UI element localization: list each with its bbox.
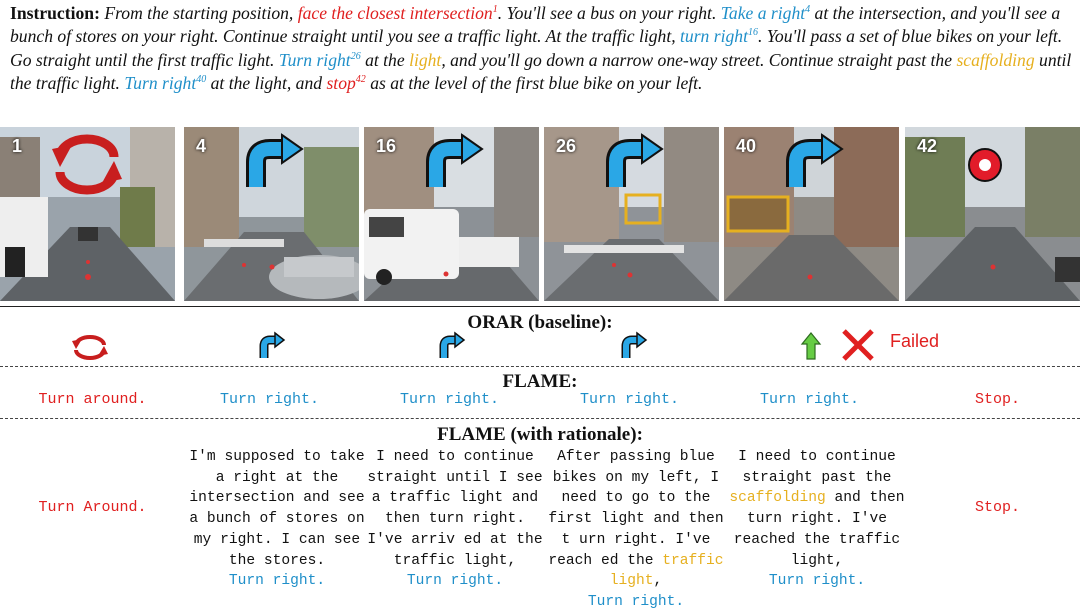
rationale-text: I need to continue straight past the — [738, 449, 896, 486]
step-superscript: 1 — [492, 4, 498, 16]
rationale-text: I need to continue straight until I see a traffic light and then turn right. I've arriv ed at the traffic light, — [367, 449, 543, 569]
instruction-segment: at the — [360, 49, 410, 70]
frame-step-label: 42 — [917, 136, 938, 156]
frame-40 — [724, 127, 899, 301]
rationale-step-4 — [188, 447, 366, 592]
frame-42 — [905, 127, 1080, 301]
section-divider — [0, 418, 1080, 419]
frame-26 — [544, 127, 719, 301]
instruction-segment: stop — [326, 73, 356, 94]
rationale-text: and then turn right. I've reached the traffic light, — [733, 490, 905, 569]
rationale-action: Turn right. — [587, 593, 685, 610]
rationale-step-16 — [366, 447, 544, 592]
rationale-action: Turn right. — [228, 573, 326, 590]
instruction-segment: scaffolding — [956, 49, 1035, 70]
frame-step-label: 16 — [376, 136, 397, 156]
rationale-step-40 — [728, 447, 906, 592]
instruction-segment: until the traffic light. — [10, 49, 1072, 94]
instruction-segment: , and you'll go down a narrow one-way street. Continue straight past the — [441, 49, 957, 70]
flame-action-5: Turn right. — [759, 391, 860, 408]
instruction-segment: Take a right — [720, 3, 806, 23]
section-divider — [0, 366, 1080, 367]
step-superscript: 42 — [355, 74, 366, 86]
frame-step-label: 1 — [12, 136, 23, 156]
flame-action-6: Stop. — [974, 391, 1020, 408]
step-superscript: 16 — [747, 27, 758, 39]
failed-label: Failed — [890, 331, 940, 351]
instruction-segment: Turn right — [124, 73, 197, 94]
section-divider — [0, 306, 1080, 307]
rationale-first-action: Turn Around. — [38, 499, 147, 516]
flame-action-3: Turn right. — [399, 391, 500, 408]
fail-x-icon — [840, 327, 876, 363]
instruction-segment: turn right — [680, 26, 748, 47]
rationale-last-action: Stop. — [974, 499, 1020, 516]
flame-action-2: Turn right. — [219, 391, 320, 408]
frame-1 — [0, 127, 175, 301]
rationale-text: scaffolding — [729, 490, 826, 507]
instruction-segment: as at the level of the first blue bike on your left. — [365, 73, 703, 94]
step-superscript: 40 — [196, 74, 207, 86]
step-superscript: 26 — [350, 50, 361, 62]
frame-4-scene — [184, 127, 359, 301]
step-superscript: 4 — [805, 4, 811, 16]
flame-rationale-title: FLAME (with rationale): — [437, 424, 643, 445]
frame-step-label: 4 — [196, 136, 207, 156]
rationale-action: Turn right. — [768, 573, 866, 590]
instruction-segment: light — [409, 49, 442, 70]
flame-action-1: Turn around. — [38, 391, 147, 408]
frame-step-label: 40 — [736, 136, 757, 156]
instruction-segment: . You'll see a bus on your right. — [497, 3, 721, 23]
instruction-body — [10, 3, 1071, 93]
frame-step-label: 26 — [556, 136, 577, 156]
rationale-text: I'm supposed to take a right at the intersection and see a bunch of stores on my right. I can see the stores. — [189, 449, 365, 569]
instruction-segment: Turn right — [278, 49, 351, 70]
rationale-step-26 — [547, 447, 725, 613]
turn-right-icon — [436, 330, 466, 360]
frame-16 — [364, 127, 539, 301]
forward-arrow-icon — [800, 331, 822, 361]
rationale-text: After passing blue bikes on my left, I need to go to the first light and then t urn right. I've reach ed the — [548, 449, 724, 569]
street-view-strip — [0, 127, 1080, 301]
frame-4 — [184, 127, 359, 301]
orar-title: ORAR (baseline): — [467, 312, 613, 333]
instruction-segment: face the closest intersection — [297, 3, 493, 23]
instruction-label: Instruction: — [10, 3, 100, 23]
flame-title: FLAME: — [502, 371, 578, 392]
rationale-text: traffic light — [609, 552, 724, 590]
turn-right-icon — [618, 330, 648, 360]
frame-1-scene — [0, 127, 175, 301]
rationale-text: , — [653, 573, 663, 590]
flame-action-4: Turn right. — [579, 391, 680, 408]
turn-right-icon — [256, 330, 286, 360]
instruction-segment: From the starting position, — [104, 3, 298, 23]
instruction-segment: at the light, and — [206, 73, 327, 94]
instruction-segment: . You'll pass a set of blue bikes on your left. Go straight until the first traffic light. — [10, 26, 1063, 70]
rationale-action: Turn right. — [406, 573, 504, 590]
turn-around-icon — [70, 333, 110, 361]
instruction-segment: at the intersection, and you'll see a bunch of stores on your right. Continue straight until you see a traffic light. At the traffic light, — [10, 3, 1061, 47]
instruction-text — [10, 2, 1072, 96]
